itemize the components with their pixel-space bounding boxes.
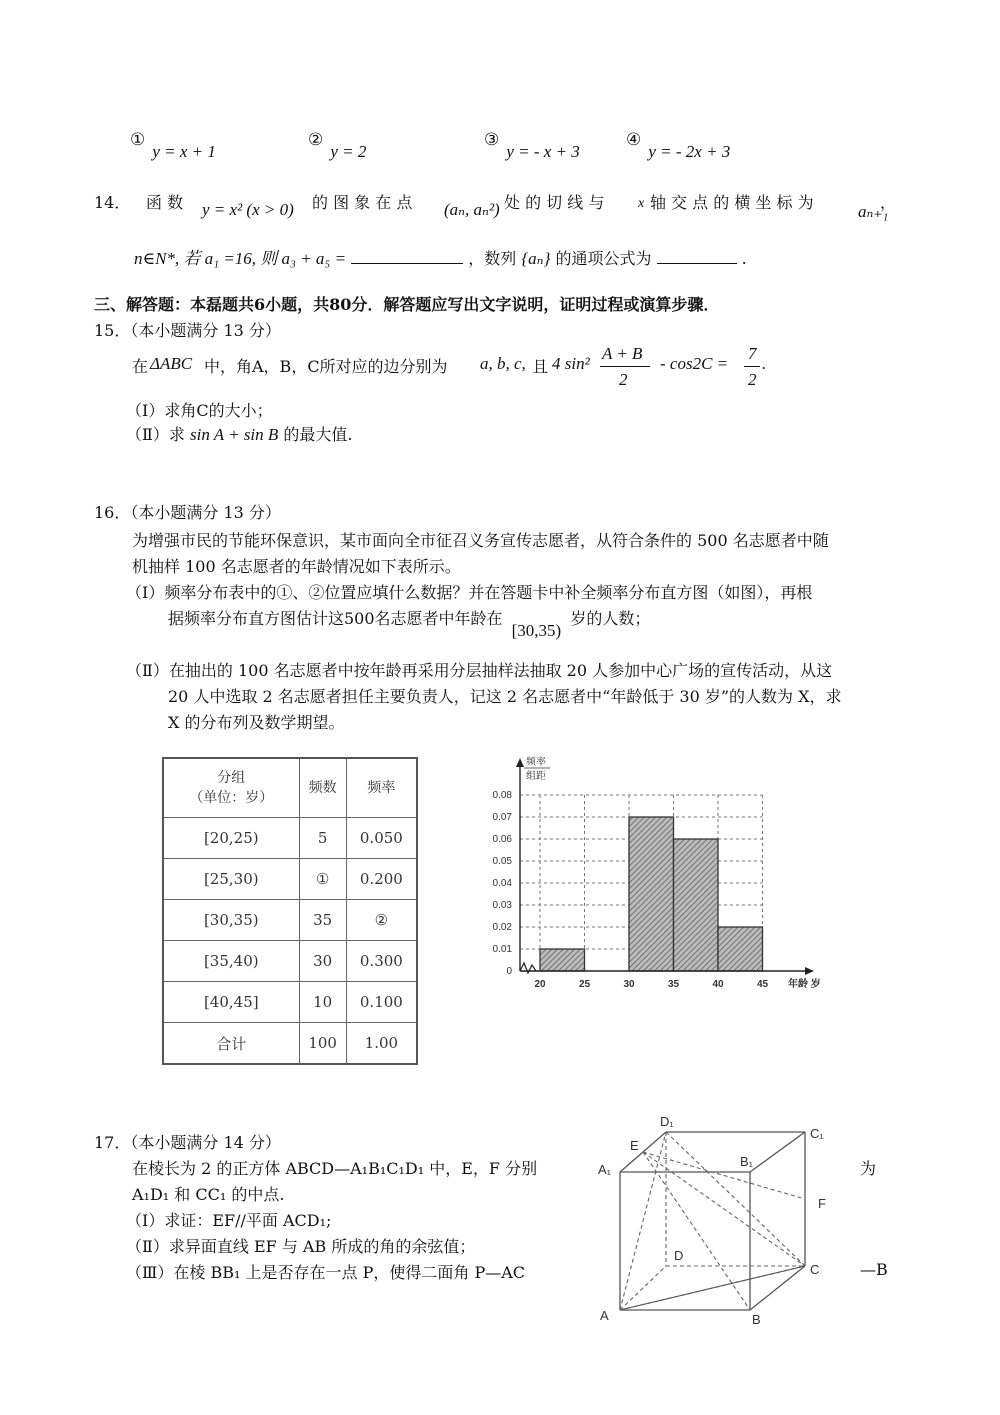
- table-row: [163, 900, 417, 941]
- y-tick-label: 0.08: [492, 790, 512, 801]
- q16-intro1: 为增强市民的节能环保意识，某市面向全市征召义务宣传志愿者，从符合条件的 500 名志愿者中随: [132, 531, 829, 550]
- cell-group: 合计: [163, 1023, 299, 1065]
- q14-text1: 函 数: [146, 193, 184, 212]
- q14-line2-math: n∈N*, 若 a₁ =16, 则 a₃ + a₅ =: [134, 249, 347, 268]
- cube-label-d: D: [674, 1248, 684, 1263]
- q14-point: (aₙ, aₙ²): [444, 200, 500, 219]
- x-axis-title: 年龄 岁: [788, 979, 821, 990]
- q14-number: 14．: [94, 193, 131, 212]
- table-header-count: 频数: [299, 758, 346, 818]
- q15-statement: [132, 344, 832, 394]
- cube-label-f: F: [818, 1196, 826, 1211]
- q15-title: 15．（本小题满分 13 分）: [94, 321, 281, 340]
- q14-line2-mid: ，数列: [468, 249, 517, 268]
- y-axis-title-bottom: 组距: [526, 771, 546, 782]
- histogram-bar: [540, 949, 585, 971]
- y-tick-label: 0.04: [492, 878, 512, 889]
- table-row: [163, 859, 417, 900]
- q17-line2: A₁D₁ 和 CC₁ 的中点.: [132, 1185, 285, 1204]
- answer-blank[interactable]: [351, 249, 463, 264]
- q14-func: y = x² (x > 0): [202, 200, 294, 219]
- q15-text-a: 在: [132, 357, 149, 376]
- x-tick-label: 35: [667, 979, 680, 990]
- q15-eq-b: - cos2C =: [660, 354, 729, 373]
- q13-option-4: [626, 130, 731, 161]
- q15-part2-b: 的最大值.: [283, 425, 353, 444]
- q16-p1-line2: [168, 606, 651, 640]
- q15-part2-math: sin A + sin B: [189, 425, 279, 444]
- cell-count: 10: [299, 982, 346, 1023]
- histogram-bar: [718, 927, 763, 971]
- table-row: [163, 982, 417, 1023]
- table-row: [163, 941, 417, 982]
- cube-label-a1: A₁: [598, 1162, 612, 1177]
- y-tick-label: 0.02: [492, 922, 512, 933]
- fraction-bar: [600, 366, 650, 367]
- q16-p2-line1: （Ⅱ）在抽出的 100 名志愿者中按年龄再采用分层抽样法抽取 20 人参加中心广场的宣传活动，从这: [126, 661, 833, 680]
- q15-part2-a: （Ⅱ）求: [126, 425, 185, 444]
- q16-p2-line2: 20 人中选取 2 名志愿者担任主要负责人，记这 2 名志愿者中“年龄低于 30 岁”的人数为 X，求: [168, 687, 842, 706]
- q15-frac2-den: 2: [748, 370, 757, 389]
- option-eq: y = x + 1: [152, 142, 216, 161]
- q15-tri: ΔABC: [150, 354, 193, 373]
- q14-x: x: [638, 196, 645, 211]
- q16-p2-line3: X 的分布列及数学期望。: [168, 713, 345, 732]
- x-tick-label: 25: [578, 979, 591, 990]
- cube-label-a: A: [600, 1308, 609, 1323]
- y-tick-label: 0.07: [492, 812, 512, 823]
- x-tick-label: 30: [623, 979, 635, 990]
- q13-option-1: [130, 130, 216, 161]
- q14-text3: 处 的 切 线 与: [504, 193, 605, 212]
- option-eq: y = 2: [330, 142, 367, 161]
- header-group-label: 分组: [217, 770, 246, 786]
- q15-text-c: 且: [532, 357, 549, 376]
- cube-label-c1: C₁: [810, 1126, 824, 1141]
- q14-line2: [134, 244, 747, 269]
- answer-blank[interactable]: [657, 249, 737, 264]
- y-tick-label: 0.06: [492, 834, 512, 845]
- q15-eq-a: 4 sin²: [552, 354, 590, 373]
- cell-group: [20,25): [163, 818, 299, 859]
- q17-title: 17．（本小题满分 14 分）: [94, 1133, 281, 1152]
- q15-text-b: 中，角A，B，C所对应的边分别为: [204, 357, 448, 376]
- x-tick-label: 45: [756, 979, 769, 990]
- section-header: 三、解答题：本磊题共6小题，共80分．解答题应写出文字说明，证明过程或演算步骤．: [94, 295, 720, 314]
- y-axis-title-top: 频率: [526, 757, 546, 768]
- cell-group: [30,35): [163, 900, 299, 941]
- cube-label-b1: B₁: [740, 1154, 754, 1169]
- cube-label-c: C: [810, 1262, 820, 1277]
- cell-group: [25,30): [163, 859, 299, 900]
- y-tick-label: 0.05: [492, 856, 512, 867]
- q16-p1-line1: （Ⅰ）频率分布表中的①、②位置应填什么数据？并在答题卡中补全频率分布直方图（如图），再根: [126, 583, 813, 602]
- option-num: ②: [308, 130, 324, 150]
- q17-line1-end: 为: [860, 1159, 877, 1178]
- cell-freq: 0.300: [346, 941, 417, 982]
- cell-count: ①: [299, 859, 346, 900]
- cube-label-d1: D₁: [660, 1114, 674, 1129]
- frequency-table: [162, 757, 418, 1065]
- q16-p1-line2a: 据频率分布直方图估计这500名志愿者中年龄在: [168, 609, 503, 628]
- q14-text4: 轴 交 点 的 横 坐 标 为: [650, 193, 814, 212]
- y-tick-label: 0.03: [492, 900, 512, 911]
- q15-abc: a, b, c,: [480, 354, 526, 373]
- q14-text2: 的 图 象 在 点: [312, 193, 413, 212]
- cell-group: [35,40): [163, 941, 299, 982]
- q15-frac2-num: 7: [748, 344, 757, 363]
- q14-comma: ，: [880, 193, 897, 212]
- cell-freq: 1.00: [346, 1023, 417, 1065]
- q15-part1: （Ⅰ）求角C的大小；: [126, 401, 273, 420]
- q15-part2: [126, 422, 352, 445]
- option-eq: y = - x + 3: [506, 142, 580, 161]
- q14-line1: [94, 188, 897, 228]
- cell-count: 100: [299, 1023, 346, 1065]
- q13-option-3: [484, 130, 580, 161]
- q17-p3: （Ⅲ）在棱 BB₁ 上是否存在一点 P，使得二面角 P—AC: [126, 1263, 526, 1282]
- cell-freq: 0.050: [346, 818, 417, 859]
- table-row: [163, 1023, 417, 1065]
- cell-freq: 0.200: [346, 859, 417, 900]
- q14-an1: aₙ₊₁: [858, 202, 889, 221]
- x-tick-label: 20: [534, 979, 546, 990]
- cube-label-e: E: [630, 1138, 639, 1153]
- q15-eq-end: .: [762, 354, 767, 373]
- option-num: ④: [626, 130, 642, 150]
- q17-p2: （Ⅱ）求异面直线 EF 与 AB 所成的角的余弦值；: [126, 1237, 476, 1256]
- cell-count: 35: [299, 900, 346, 941]
- cell-freq: ②: [346, 900, 417, 941]
- q14-seq: {aₙ}: [521, 249, 551, 268]
- q16-title: 16．（本小题满分 13 分）: [94, 503, 281, 522]
- option-num: ③: [484, 130, 500, 150]
- frequency-histogram: [440, 755, 840, 1005]
- y-tick-label: 0.01: [492, 944, 512, 955]
- q16-p1-interval: [30,35): [511, 621, 562, 640]
- histogram-bar: [629, 817, 674, 971]
- q14-period: .: [741, 249, 747, 268]
- header-unit-label: （单位：岁）: [189, 790, 274, 806]
- q14-line2-end: 的通项公式为: [555, 249, 652, 268]
- q17-p1: （Ⅰ）求证：EF//平面 ACD₁;: [126, 1211, 332, 1230]
- table-header-row: [163, 758, 417, 818]
- cube-diagram: [590, 1110, 850, 1335]
- x-axis-arrow: [805, 967, 814, 975]
- q16-p1-line2b: 岁的人数；: [570, 609, 651, 628]
- fraction-bar: [744, 366, 760, 367]
- option-num: ①: [130, 130, 146, 150]
- q17-p3-end: —B: [860, 1260, 888, 1279]
- table-header-group: [163, 758, 299, 818]
- q16-intro2: 机抽样 100 名志愿者的年龄情况如下表所示。: [132, 557, 461, 576]
- q15-frac-num: A + B: [602, 344, 643, 363]
- x-tick-label: 40: [712, 979, 724, 990]
- histogram-bar: [674, 839, 719, 971]
- y-axis-arrow: [516, 758, 524, 767]
- y-tick-label: 0: [506, 966, 512, 977]
- q13-option-2: [308, 130, 367, 161]
- table-header-freq: 频率: [346, 758, 417, 818]
- table-row: [163, 818, 417, 859]
- cube-label-b: B: [752, 1312, 761, 1327]
- cell-count: 30: [299, 941, 346, 982]
- q15-frac-den: 2: [619, 370, 628, 389]
- cell-freq: 0.100: [346, 982, 417, 1023]
- option-eq: y = - 2x + 3: [648, 142, 731, 161]
- q17-line1: 在棱长为 2 的正方体 ABCD—A₁B₁C₁D₁ 中，E，F 分别: [132, 1159, 538, 1178]
- cell-group: [40,45]: [163, 982, 299, 1023]
- cell-count: 5: [299, 818, 346, 859]
